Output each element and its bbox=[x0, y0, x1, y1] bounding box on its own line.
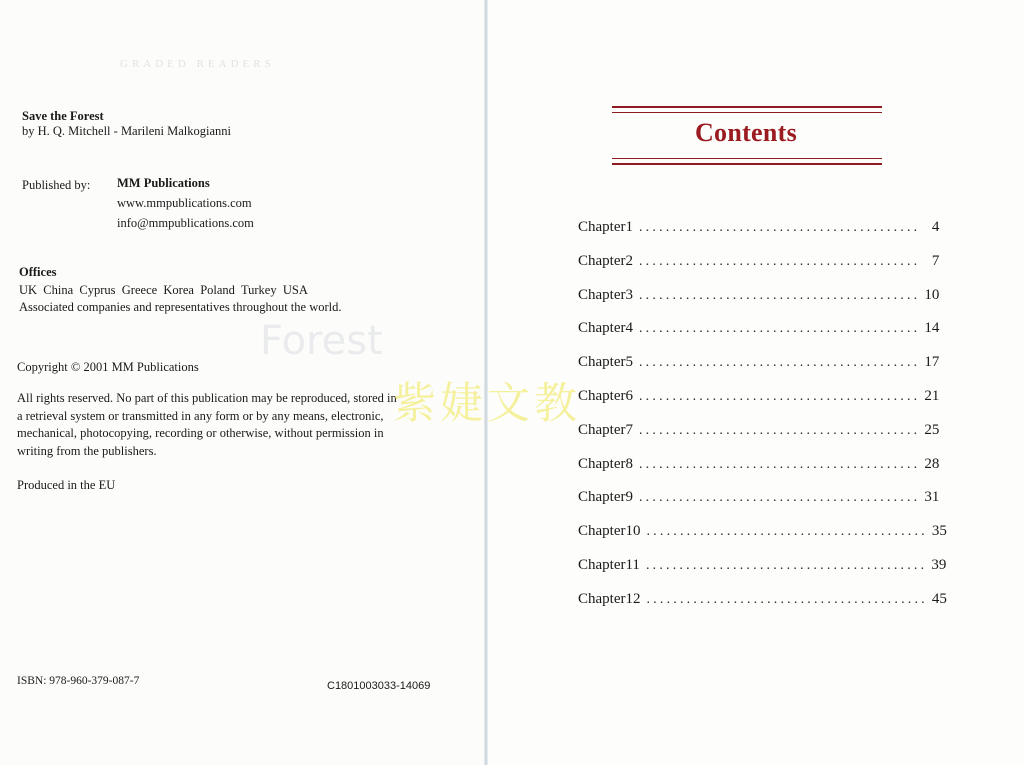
toc-chapter-label: Chapter bbox=[578, 219, 626, 235]
produced-in: Produced in the EU bbox=[17, 478, 116, 492]
toc-chapter-label: Chapter bbox=[578, 421, 626, 438]
toc-page-number: 25 bbox=[924, 421, 940, 438]
ghost-title-text: Forest bbox=[260, 318, 383, 364]
toc-page-number: 28 bbox=[924, 455, 940, 472]
book-title: Save the Forest bbox=[22, 109, 104, 123]
toc-entry[interactable] bbox=[578, 556, 947, 591]
publisher-name: MM Publications bbox=[117, 176, 210, 190]
toc-page-number: 21 bbox=[924, 387, 940, 404]
associated-text: Associated companies and representatives throughout the world. bbox=[19, 300, 342, 314]
toc-page-number: 14 bbox=[924, 320, 940, 337]
watermark-text: 紫婕文教 bbox=[393, 379, 581, 429]
toc-entry[interactable] bbox=[578, 523, 947, 557]
contents-rule-top-thin bbox=[612, 112, 882, 113]
published-by-label: Published by: bbox=[22, 178, 91, 192]
toc-leader-dots: .......................................... bbox=[638, 220, 921, 235]
print-code: C1801003033-14069 bbox=[327, 680, 431, 692]
toc-leader-dots: .......................................... bbox=[638, 422, 921, 438]
toc-leader-dots: .......................................... bbox=[638, 490, 921, 506]
toc-leader-dots: .......................................... bbox=[638, 355, 921, 371]
toc-entry[interactable] bbox=[578, 421, 940, 456]
toc-chapter-number: 2 bbox=[625, 252, 633, 269]
toc-page-number: 4 bbox=[931, 219, 940, 235]
toc-entry[interactable] bbox=[578, 387, 940, 422]
toc-chapter-label: Chapter bbox=[578, 252, 626, 269]
toc-chapter-number: 7 bbox=[625, 421, 633, 438]
toc-entry[interactable] bbox=[578, 489, 940, 523]
toc-chapter-label: Chapter bbox=[578, 489, 626, 506]
publisher-website: www.mmpublications.com bbox=[117, 196, 252, 210]
book-authors: by H. Q. Mitchell - Marileni Malkogianni bbox=[22, 124, 231, 138]
toc-leader-dots: .......................................... bbox=[638, 253, 921, 269]
toc-leader-dots: .......................................... bbox=[638, 287, 921, 303]
toc-page-number: 10 bbox=[924, 286, 940, 303]
toc-entry[interactable] bbox=[578, 286, 940, 321]
toc-entry[interactable] bbox=[578, 455, 940, 490]
toc-entry[interactable] bbox=[578, 354, 940, 388]
toc-chapter-number: 10 bbox=[625, 523, 641, 540]
toc-page-number: 35 bbox=[931, 523, 947, 540]
offices-list: UK China Cyprus Greece Korea Poland Turkey USA bbox=[19, 283, 308, 297]
ghost-series-text: GRADED READERS bbox=[120, 58, 275, 70]
toc-chapter-number: 3 bbox=[625, 286, 633, 303]
toc-chapter-number: 12 bbox=[625, 590, 641, 607]
toc-chapter-label: Chapter bbox=[578, 354, 626, 371]
isbn: ISBN: 978-960-379-087-7 bbox=[17, 675, 140, 687]
rights-line: mechanical, photocopying, recording or otherwise, without permission in bbox=[17, 426, 384, 441]
toc-chapter-number: 1 bbox=[625, 219, 633, 235]
publisher-email: info@mmpublications.com bbox=[117, 216, 254, 230]
toc-chapter-label: Chapter bbox=[578, 320, 626, 337]
toc-leader-dots: .......................................... bbox=[646, 591, 928, 607]
toc-page-number: 17 bbox=[924, 354, 940, 371]
toc-chapter-number: 8 bbox=[625, 455, 633, 472]
contents-rule-top bbox=[612, 106, 882, 108]
contents-title: Contents bbox=[694, 118, 798, 147]
toc-leader-dots: .......................................... bbox=[638, 388, 921, 404]
toc-chapter-number: 11 bbox=[625, 556, 640, 573]
toc-chapter-label: Chapter bbox=[578, 523, 626, 540]
toc-page-number: 31 bbox=[924, 489, 940, 506]
toc-chapter-number: 6 bbox=[625, 387, 633, 404]
toc-chapter-label: Chapter bbox=[578, 590, 626, 607]
rights-paragraph bbox=[17, 390, 437, 460]
toc-chapter-label: Chapter bbox=[578, 556, 626, 573]
toc-page-number: 39 bbox=[931, 556, 947, 573]
toc-leader-dots: .......................................... bbox=[646, 524, 928, 540]
toc-entry[interactable] bbox=[578, 252, 940, 287]
toc-chapter-number: 5 bbox=[625, 354, 633, 371]
toc-leader-dots: .......................................... bbox=[638, 321, 921, 337]
rights-line: All rights reserved. No part of this publication may be reproduced, stored in bbox=[17, 391, 397, 405]
rights-line: a retrieval system or transmitted in any form or by any means, electronic, bbox=[17, 408, 384, 423]
toc-entry[interactable] bbox=[578, 590, 947, 625]
toc-chapter-label: Chapter bbox=[578, 387, 626, 404]
contents-rule-bottom bbox=[612, 163, 882, 165]
toc-leader-dots: .......................................... bbox=[638, 456, 921, 472]
toc-entry[interactable] bbox=[578, 219, 940, 253]
toc-chapter-number: 9 bbox=[625, 489, 633, 506]
toc-page-number: 45 bbox=[931, 590, 947, 607]
toc-chapter-number: 4 bbox=[625, 320, 633, 337]
contents-rule-bottom-thin bbox=[612, 158, 882, 159]
toc-chapter-label: Chapter bbox=[578, 455, 626, 472]
table-of-contents bbox=[578, 219, 947, 625]
toc-leader-dots: .......................................... bbox=[645, 557, 928, 573]
offices-heading: Offices bbox=[19, 265, 57, 279]
copyright-line: Copyright © 2001 MM Publications bbox=[17, 360, 199, 374]
toc-entry[interactable] bbox=[578, 320, 940, 354]
toc-page-number: 7 bbox=[931, 252, 940, 269]
rights-line: writing from the publishers. bbox=[17, 443, 157, 458]
toc-chapter-label: Chapter bbox=[578, 286, 626, 303]
